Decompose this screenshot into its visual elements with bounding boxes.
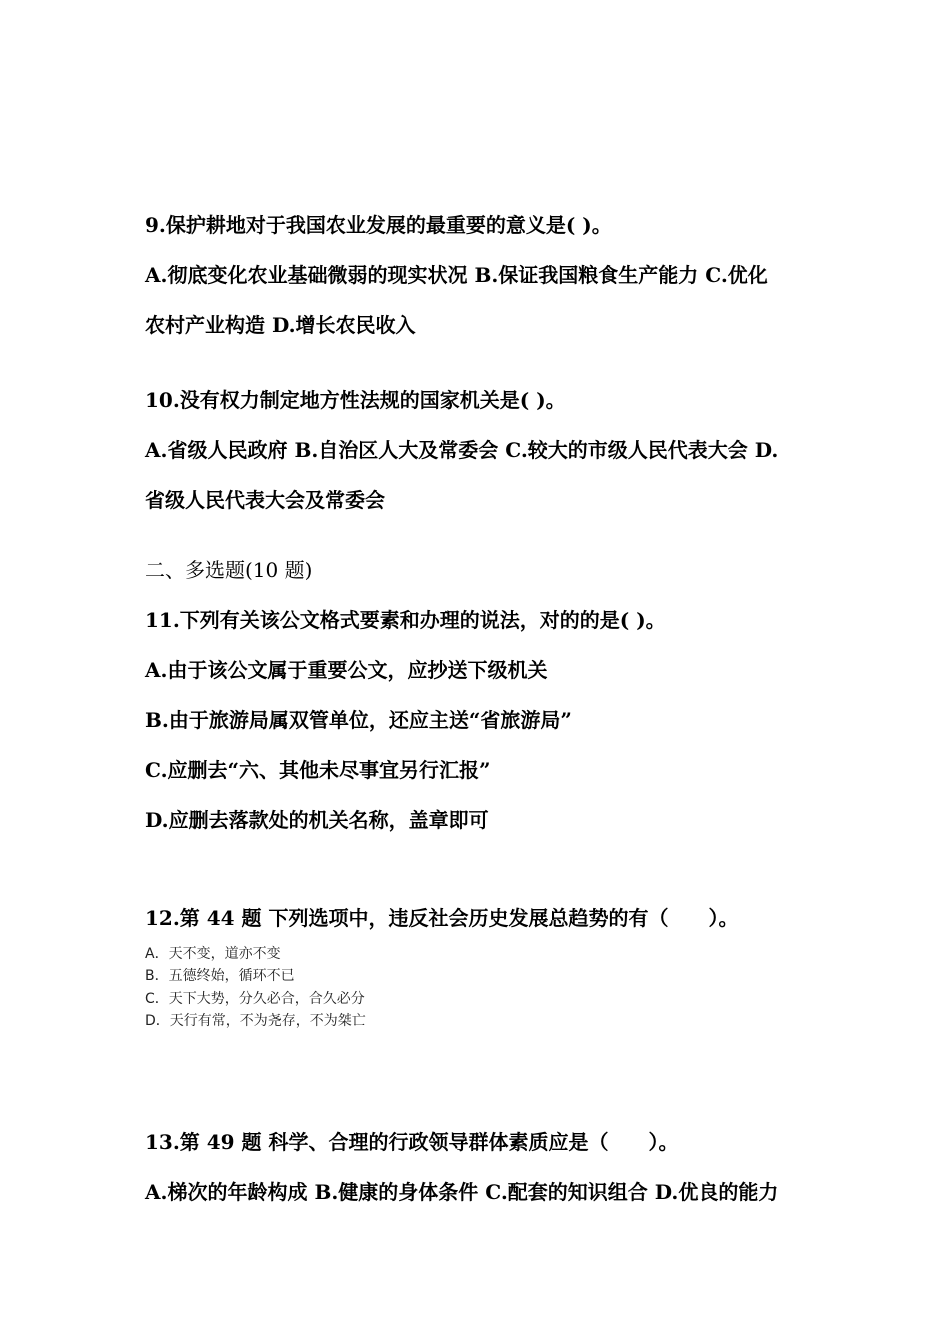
q13-stem: 13.第 49 题 科学、合理的行政领导群体素质应是（ ）。 [145,1130,679,1154]
q10-options-line2: 省级人民代表大会及常委会 [145,488,385,512]
q11-option-a: A.由于该公文属于重要公文，应抄送下级机关 [145,658,548,682]
q13-options-line1: A.梯次的年龄构成 B.健康的身体条件 C.配套的知识组合 D.优良的能力 [145,1180,779,1204]
q12-stem: 12.第 44 题 下列选项中，违反社会历史发展总趋势的有（ ）。 [145,906,739,930]
section-title-multiple-choice: 二、多选题(10 题) [145,558,313,582]
q10-stem: 10.没有权力制定地方性法规的国家机关是( )。 [145,388,566,412]
q9-stem: 9.保护耕地对于我国农业发展的最重要的意义是( )。 [145,213,612,237]
q12-option-a: A．天不变，道亦不变 [145,946,281,962]
q11-option-b: B.由于旅游局属双管单位，还应主送“省旅游局” [145,708,572,732]
q9-options-line2: 农村产业构造 D.增长农民收入 [145,313,416,337]
q11-option-d: D.应删去落款处的机关名称，盖章即可 [145,808,489,832]
q11-stem: 11.下列有关该公文格式要素和办理的说法，对的的是( )。 [145,608,666,632]
q10-options-line1: A.省级人民政府 B.自治区人大及常委会 C.较大的市级人民代表大会 D. [145,438,779,462]
q12-option-b: B．五德终始，循环不已 [145,968,295,984]
q9-options-line1: A.彻底变化农业基础微弱的现实状况 B.保证我国粮食生产能力 C.优化 [145,263,768,287]
q12-option-c: C．天下大势，分久必合，合久必分 [145,991,365,1007]
q11-option-c: C.应删去“六、其他未尽事宜另行汇报” [145,758,491,782]
q12-option-d: D．天行有常，不为尧存，不为桀亡 [145,1013,366,1029]
